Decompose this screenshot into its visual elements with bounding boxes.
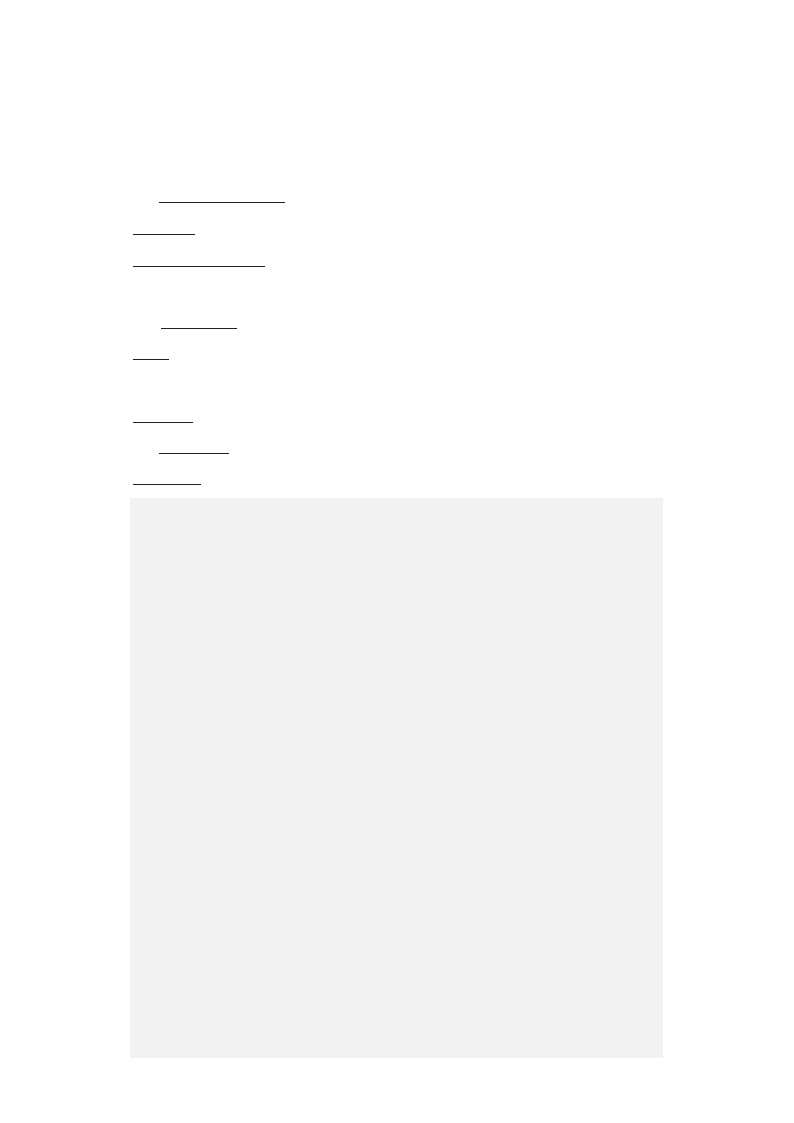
blank-4 <box>133 266 199 267</box>
answer-section <box>130 498 663 1058</box>
passage-line <box>133 256 663 271</box>
blank-10 <box>133 484 201 485</box>
passage-line <box>133 318 663 333</box>
blank-5 <box>199 266 265 267</box>
passage-line <box>133 474 663 489</box>
passage-line <box>133 412 663 427</box>
blank-7 <box>133 359 169 360</box>
blank-2 <box>223 202 285 203</box>
blank-9 <box>159 453 229 454</box>
passage-line <box>133 443 663 458</box>
blank-8 <box>133 422 193 423</box>
blank-3 <box>133 234 195 235</box>
passage-line <box>133 224 663 239</box>
passage-line <box>133 349 663 364</box>
passage-line <box>133 192 663 207</box>
blank-6 <box>161 328 237 329</box>
blank-1 <box>159 202 223 203</box>
